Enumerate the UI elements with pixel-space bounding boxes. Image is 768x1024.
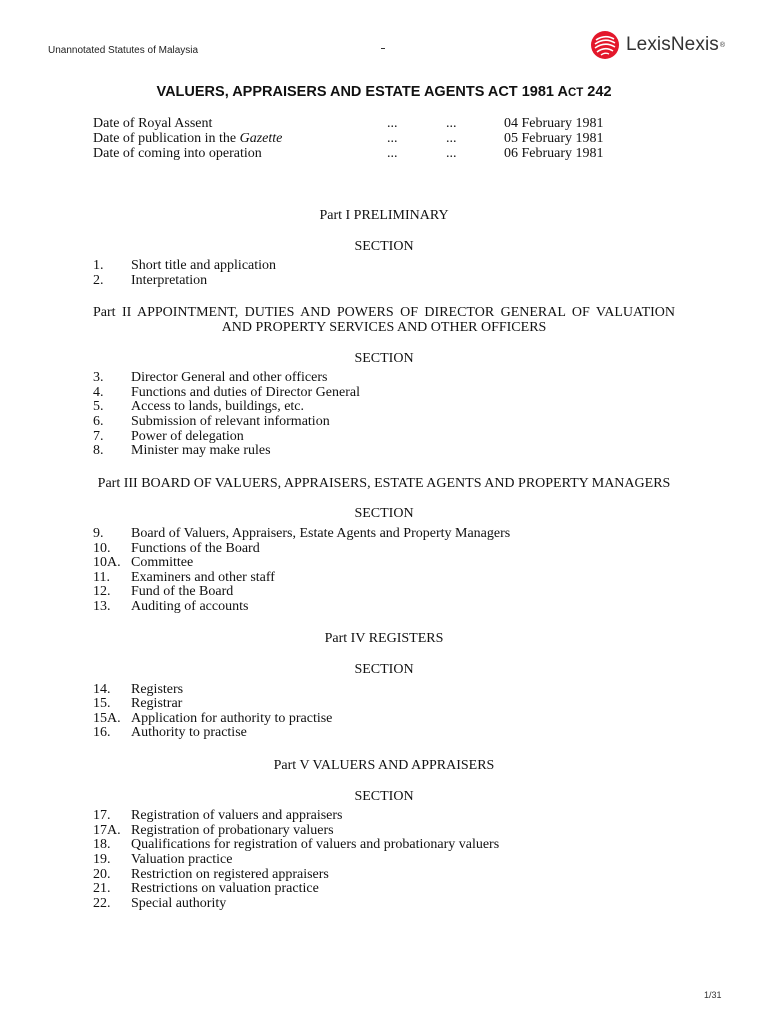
section-number: 13.	[93, 598, 111, 614]
act-title-act-small: CT	[567, 87, 584, 99]
section-title: Access to lands, buildings, etc.	[131, 399, 305, 415]
date-label	[93, 146, 262, 161]
section-label: SECTION	[354, 350, 414, 366]
section-title: Interpretation	[131, 272, 208, 288]
section-title: Functions of the Board	[131, 540, 260, 556]
list-item[interactable]	[93, 444, 675, 459]
lexisnexis-logo	[590, 28, 725, 62]
date-dots: ...	[446, 116, 457, 131]
section-title: Special authority	[131, 895, 227, 911]
section-title: Committee	[131, 555, 194, 571]
list-item[interactable]	[93, 853, 675, 868]
date-value: 05 February 1981	[504, 131, 604, 146]
section-number: 3.	[93, 370, 104, 386]
date-dots: ...	[446, 131, 457, 146]
date-label-text: Date of Royal Assent	[93, 116, 213, 131]
section-title: Registrar	[131, 696, 183, 712]
section-title: Registers	[131, 681, 184, 697]
section-number: 22.	[93, 895, 111, 911]
section-number: 14.	[93, 681, 111, 697]
section-number: 21.	[93, 881, 111, 897]
date-row	[93, 131, 653, 146]
date-label-text: Date of publication in the	[93, 131, 240, 146]
part-heading: Part III BOARD OF VALUERS, APPRAISERS, ESTATE AGENTS AND PROPERTY MANAGERS	[97, 475, 671, 491]
date-dots: ...	[387, 146, 398, 161]
section-label: SECTION	[354, 506, 414, 522]
list-item[interactable]	[93, 809, 675, 824]
section-title: Power of delegation	[131, 428, 244, 444]
spacer	[93, 741, 675, 759]
act-title-act-cap: A	[557, 84, 568, 100]
header-dash	[381, 48, 385, 49]
list-item[interactable]	[93, 697, 675, 712]
list-item[interactable]	[93, 430, 675, 445]
section-title: Submission of relevant information	[131, 413, 330, 429]
date-label	[93, 116, 212, 131]
list-item[interactable]	[93, 400, 675, 415]
date-value: 06 February 1981	[504, 146, 604, 161]
section-title: Registration of probationary valuers	[131, 822, 334, 838]
section-number: 15A.	[93, 710, 121, 726]
list-item[interactable]	[93, 259, 675, 274]
list-item[interactable]	[93, 868, 675, 883]
section-title: Application for authority to practise	[131, 710, 333, 726]
section-number: 6.	[93, 413, 104, 429]
section-number: 17.	[93, 808, 111, 824]
registered-mark: ®	[719, 41, 726, 49]
section-title: Qualifications for registration of valuers and probationary valuers	[131, 837, 500, 853]
date-dots: ...	[446, 146, 457, 161]
section-number: 17A.	[93, 822, 121, 838]
section-number: 12.	[93, 584, 111, 600]
list-item[interactable]	[93, 882, 675, 897]
list-item[interactable]	[93, 415, 675, 430]
list-item[interactable]	[93, 712, 675, 727]
section-title: Registration of valuers and appraisers	[131, 808, 343, 824]
section-number: 2.	[93, 272, 104, 288]
section-title: Authority to practise	[131, 725, 247, 741]
list-item[interactable]	[93, 600, 675, 615]
header-publication-name: Unannotated Statutes of Malaysia	[48, 45, 199, 56]
section-title: Restriction on registered appraisers	[131, 866, 329, 882]
section-number: 9.	[93, 525, 104, 541]
act-title-number: 242	[583, 84, 612, 100]
section-title: Short title and application	[131, 258, 277, 274]
date-row	[93, 116, 653, 131]
part-heading: Part V VALUERS AND APPRAISERS	[273, 758, 495, 774]
list-item[interactable]	[93, 683, 675, 698]
list-item[interactable]	[93, 527, 675, 542]
list-item[interactable]	[93, 371, 675, 386]
date-label-text: Date of coming into operation	[93, 146, 262, 161]
date-label-italic: Gazette	[239, 131, 283, 146]
lexisnexis-logo-icon	[590, 30, 620, 60]
section-number: 10.	[93, 540, 111, 556]
spacer	[93, 459, 675, 477]
section-number: 19.	[93, 852, 111, 867]
list-item[interactable]	[93, 571, 675, 586]
section-title: Director General and other officers	[131, 370, 328, 386]
date-dots: ...	[387, 116, 398, 131]
date-value: 04 February 1981	[504, 116, 604, 131]
section-number: 18.	[93, 837, 111, 853]
date-label	[93, 131, 282, 146]
section-title: Fund of the Board	[131, 584, 234, 600]
section-label: SECTION	[354, 662, 414, 678]
list-item[interactable]	[93, 838, 675, 853]
part-heading: Part IV REGISTERS	[324, 631, 444, 647]
section-number: 5.	[93, 399, 104, 415]
table-of-contents	[93, 209, 675, 911]
section-label: SECTION	[354, 788, 414, 804]
list-item[interactable]	[93, 585, 675, 600]
section-number: 16.	[93, 725, 111, 741]
lexisnexis-logo-text: LexisNexis	[626, 34, 719, 55]
section-number: 4.	[93, 384, 104, 400]
spacer	[93, 614, 675, 632]
part-heading: Part I PRELIMINARY	[319, 208, 449, 223]
section-title: Valuation practice	[131, 852, 233, 867]
section-title: Examiners and other staff	[131, 569, 275, 585]
section-number: 11.	[93, 569, 110, 585]
section-title: Board of Valuers, Appraisers, Estate Agents and Property Managers	[131, 525, 511, 541]
list-item[interactable]	[93, 556, 675, 571]
list-item[interactable]	[93, 824, 675, 839]
part-heading: Part II APPOINTMENT, DUTIES AND POWERS OF DIRECTOR GENERAL OF VALUATION AND PROPERTY SERVICES AND OTHER OFFICERS	[93, 305, 675, 335]
list-item[interactable]	[93, 274, 675, 289]
section-number: 8.	[93, 443, 104, 459]
act-title-main: VALUERS, APPRAISERS AND ESTATE AGENTS ACT 1981	[156, 84, 558, 100]
section-title: Restrictions on valuation practice	[131, 881, 319, 897]
section-title: Functions and duties of Director General	[131, 384, 360, 400]
section-number: 1.	[93, 258, 104, 274]
dates-table	[93, 116, 653, 161]
list-item[interactable]	[93, 542, 675, 557]
section-number: 10A.	[93, 555, 121, 571]
list-item[interactable]	[93, 726, 675, 741]
page-number: 1/31	[704, 990, 722, 1000]
date-row	[93, 146, 653, 161]
list-item[interactable]	[93, 386, 675, 401]
list-item[interactable]	[93, 897, 675, 912]
date-dots: ...	[387, 131, 398, 146]
section-title: Minister may make rules	[131, 443, 271, 459]
spacer	[93, 288, 675, 306]
act-title	[0, 84, 768, 100]
section-number: 15.	[93, 696, 111, 712]
section-label: SECTION	[354, 238, 414, 254]
section-number: 7.	[93, 428, 104, 444]
section-number: 20.	[93, 866, 111, 882]
section-title: Auditing of accounts	[131, 598, 249, 614]
